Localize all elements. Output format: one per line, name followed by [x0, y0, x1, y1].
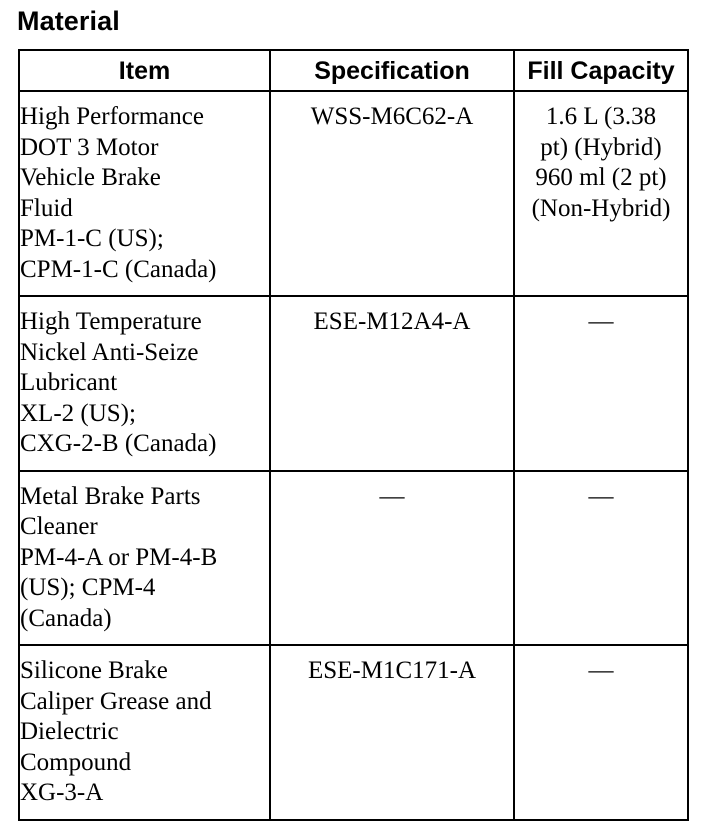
specification-value: —	[379, 482, 405, 510]
item-line: Metal Brake Parts	[20, 482, 201, 510]
fill-capacity-line: —	[588, 308, 614, 335]
material-table	[18, 49, 689, 821]
item-line: Dielectric	[20, 718, 119, 745]
header-specification: Specification	[270, 50, 514, 91]
item-cell	[19, 471, 270, 646]
table-row	[19, 91, 688, 296]
item-line: XG-3-A	[20, 779, 104, 806]
section-title: Material	[17, 6, 120, 36]
item-line: XL-2 (US);	[20, 399, 136, 427]
fill-capacity-cell	[514, 471, 688, 646]
item-line: (Canada)	[20, 604, 112, 632]
item-line: CXG-2-B (Canada)	[20, 430, 217, 457]
item-line: PM-4-A or PM-4-B	[20, 543, 218, 571]
header-fill-capacity: Fill Capacity	[514, 50, 688, 91]
item-line: CPM-1-C (Canada)	[20, 255, 217, 283]
specification-cell	[270, 471, 514, 646]
fill-capacity-cell	[514, 296, 688, 471]
item-line: Caliper Grease and	[20, 687, 212, 715]
item-line: DOT 3 Motor	[20, 133, 159, 161]
table-row	[19, 296, 688, 471]
item-line: Fluid	[20, 194, 73, 222]
header-row	[19, 50, 688, 91]
item-line: High Temperature	[20, 308, 202, 335]
item-cell	[19, 91, 270, 296]
item-line: High Performance	[20, 103, 204, 130]
specification-cell	[270, 91, 514, 296]
fill-capacity-cell	[514, 91, 688, 296]
header-item: Item	[19, 50, 270, 91]
fill-capacity-line: 1.6 L (3.38	[545, 103, 657, 130]
item-line: Compound	[20, 748, 132, 776]
fill-capacity-cell	[514, 645, 688, 820]
item-line: Lubricant	[20, 369, 118, 396]
item-cell	[19, 296, 270, 471]
fill-capacity-line: —	[588, 482, 614, 510]
item-line: PM-1-C (US);	[20, 225, 164, 252]
specification-value: ESE-M1C171-A	[307, 657, 477, 684]
item-cell	[19, 645, 270, 820]
item-line: (US); CPM-4	[20, 574, 156, 601]
specification-cell	[270, 296, 514, 471]
specification-value: ESE-M12A4-A	[313, 308, 471, 335]
item-line: Nickel Anti-Seize	[20, 338, 199, 366]
item-line: Cleaner	[20, 513, 98, 540]
fill-capacity-line: 960 ml (2 pt)	[535, 164, 667, 191]
specification-cell	[270, 645, 514, 820]
table-row	[19, 645, 688, 820]
specification-value: WSS-M6C62-A	[310, 103, 474, 130]
fill-capacity-line: (Non-Hybrid)	[531, 194, 671, 222]
item-line: Silicone Brake	[20, 657, 168, 684]
table-row	[19, 471, 688, 646]
item-line: Vehicle Brake	[20, 164, 161, 191]
fill-capacity-line: pt) (Hybrid)	[540, 133, 662, 161]
fill-capacity-line: —	[588, 657, 614, 684]
